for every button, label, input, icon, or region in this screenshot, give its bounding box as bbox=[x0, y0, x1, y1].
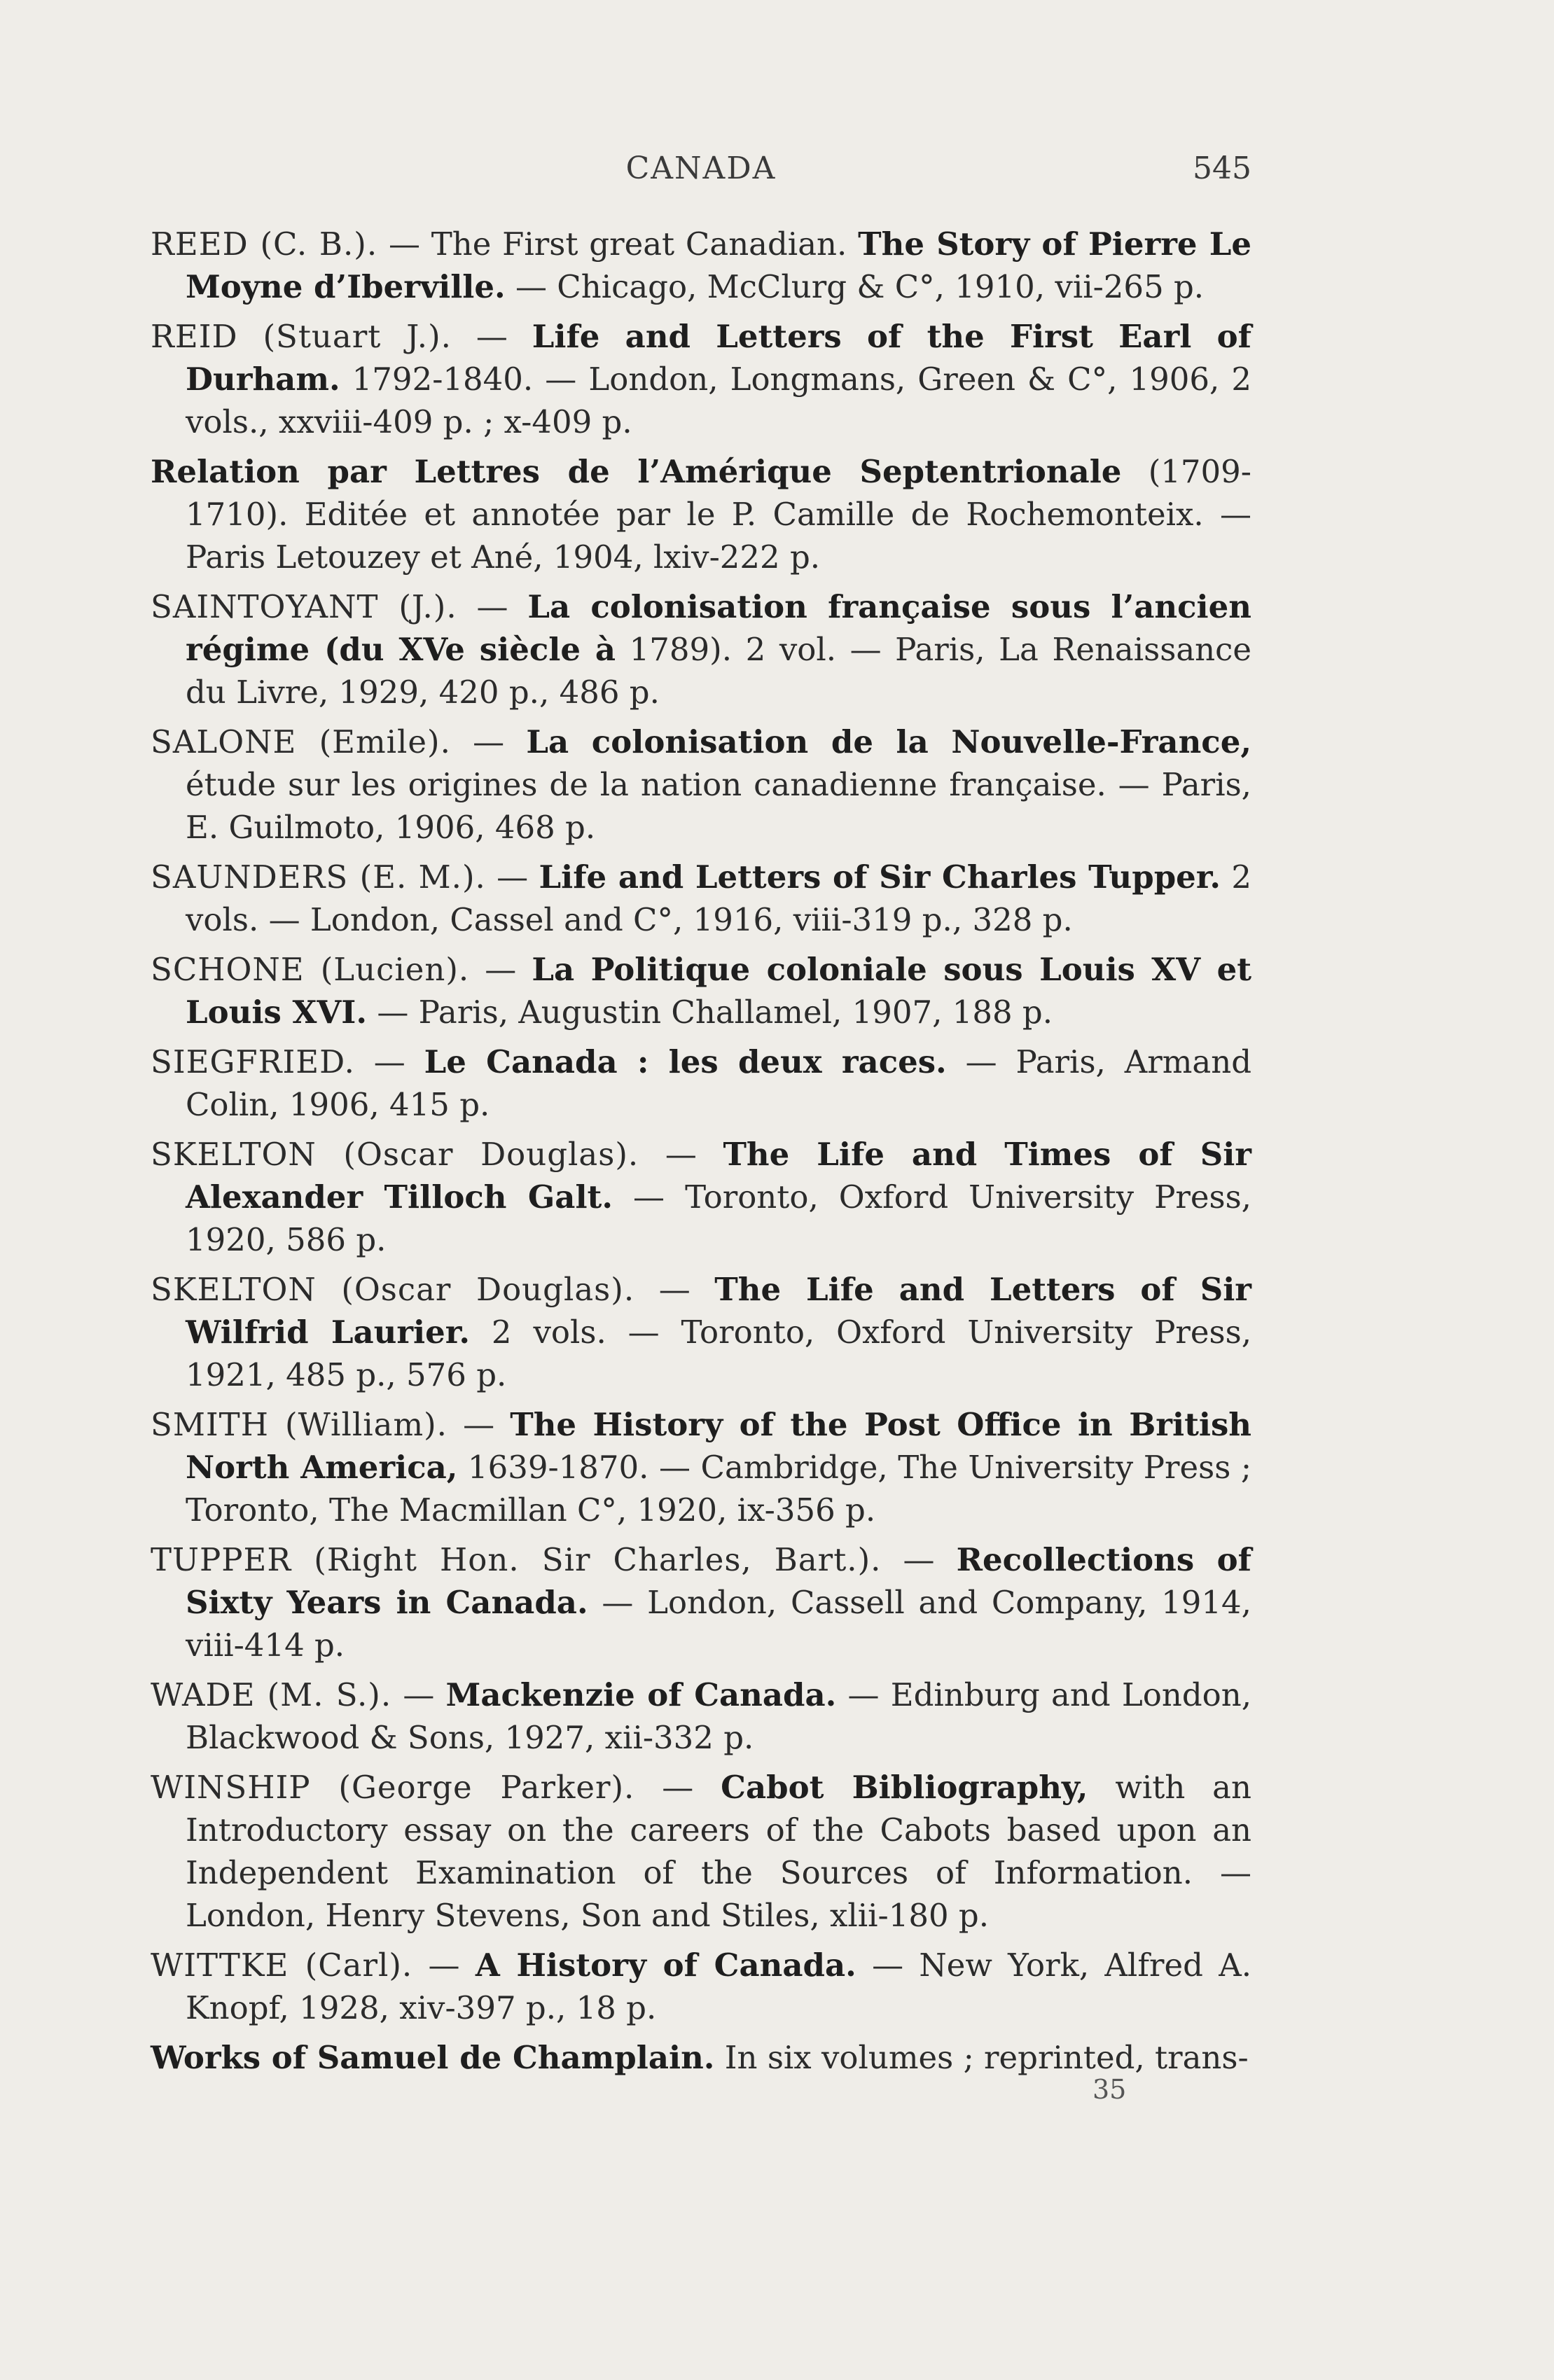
entry-publication: — Chicago, McClurg & C°, 1910, vii-265 p. bbox=[505, 268, 1205, 305]
entry-separator: — bbox=[881, 1541, 957, 1578]
bibliography-entry bbox=[151, 1944, 1251, 2029]
entry-author: WADE (M. S.). bbox=[151, 1676, 392, 1713]
bibliography-list bbox=[151, 223, 1251, 2086]
bibliography-entry bbox=[151, 721, 1251, 849]
entry-author: WINSHIP (George Parker). bbox=[151, 1769, 635, 1806]
entry-author: SKELTON (Oscar Douglas). bbox=[151, 1136, 639, 1173]
entry-title: Le Canada : les deux races. bbox=[424, 1043, 947, 1080]
entry-author: REED (C. B.). bbox=[151, 225, 378, 263]
bibliography-entry bbox=[151, 1673, 1251, 1759]
entry-author: SAINTOYANT (J.). bbox=[151, 588, 457, 625]
entry-publication: In six volumes ; reprinted, trans- bbox=[714, 2039, 1249, 2076]
entry-publication: — Toronto, Oxford University Press, 1920, 586 p. bbox=[186, 1178, 1251, 1258]
bibliography-entry bbox=[151, 315, 1251, 443]
entry-separator: — bbox=[448, 1406, 511, 1443]
entry-author: SALONE (Emile). bbox=[151, 723, 451, 760]
entry-publication: 1792-1840. — London, Longmans, Green & C°, 1906, 2 vols., xxviii-409 p. ; x-409 p. bbox=[186, 361, 1251, 440]
entry-separator: — bbox=[377, 225, 431, 263]
entry-title: The Story of Pierre Le Moyne d’Iberville. bbox=[186, 225, 1251, 305]
entry-title: The History of the Post Office in British North America, bbox=[186, 1406, 1251, 1486]
entry-publication: with an Introductory essay on the careers of the Cabots based upon an Independent Examination of the Sources of Information. — London, Henry Stevens, Son and Stiles, xlii-180 p. bbox=[186, 1769, 1251, 1934]
bibliography-entry bbox=[151, 856, 1251, 941]
bibliography-entry bbox=[151, 450, 1251, 578]
entry-separator: — bbox=[469, 951, 532, 988]
entry-author: SKELTON (Oscar Douglas). bbox=[151, 1271, 635, 1308]
entry-publication: — Paris, Augustin Challamel, 1907, 188 p. bbox=[367, 994, 1053, 1031]
entry-author: WITTKE (Carl). bbox=[151, 1947, 413, 1984]
entry-publication: — London, Cassell and Company, 1914, viii-414 p. bbox=[186, 1584, 1251, 1664]
entry-publication: — New York, Alfred A. Knopf, 1928, xiv-397 p., 18 p. bbox=[186, 1947, 1252, 2026]
entry-publication: 2 vols. — Toronto, Oxford University Press, 1921, 485 p., 576 p. bbox=[186, 1314, 1252, 1393]
bibliography-entry bbox=[151, 2036, 1251, 2079]
entry-title: A History of Canada. bbox=[475, 1947, 856, 1984]
entry-subtitle: The First great Canadian. bbox=[431, 225, 859, 263]
entry-publication: — Paris, Armand Colin, 1906, 415 p. bbox=[186, 1043, 1251, 1123]
bibliography-entry bbox=[151, 1538, 1251, 1666]
entry-author: TUPPER (Right Hon. Sir Charles, Bart.). bbox=[151, 1541, 882, 1578]
entry-publication: 1789). 2 vol. — Paris, La Renaissance du Livre, 1929, 420 p., 486 p. bbox=[186, 631, 1251, 711]
entry-separator: — bbox=[639, 1136, 723, 1173]
entry-separator: — bbox=[457, 588, 528, 625]
bibliography-entry bbox=[151, 1041, 1251, 1126]
running-head: CANADA bbox=[625, 151, 777, 186]
entry-author: REID (Stuart J.). bbox=[151, 318, 452, 355]
entry-title: Recollections of Sixty Years in Canada. bbox=[186, 1541, 1252, 1621]
signature-mark: 35 bbox=[1092, 2074, 1127, 2105]
entry-title: Works of Samuel de Champlain. bbox=[151, 2039, 715, 2076]
entry-publication: (1709-1710). Editée et annotée par le P. Camille de Rochemonteix. — Paris Letouzey et Ané, 1904, lxiv-222 p. bbox=[186, 453, 1252, 576]
bibliography-entry bbox=[151, 948, 1251, 1034]
entry-title: Cabot Bibliography, bbox=[721, 1769, 1088, 1806]
entry-title: La colonisation de la Nouvelle-France, bbox=[526, 723, 1251, 760]
bibliography-entry bbox=[151, 1133, 1251, 1261]
page-header bbox=[151, 151, 1251, 193]
entry-title: Life and Letters of Sir Charles Tupper. bbox=[539, 858, 1221, 896]
bibliography-entry bbox=[151, 1403, 1251, 1531]
entry-title: Relation par Lettres de l’Amérique Septentrionale bbox=[151, 453, 1122, 490]
entry-publication: étude sur les origines de la nation canadienne française. — Paris, E. Guilmoto, 1906, 468 p. bbox=[186, 766, 1251, 846]
entry-separator: — bbox=[485, 858, 539, 896]
entry-separator: — bbox=[634, 1769, 721, 1806]
entry-title: Life and Letters of the First Earl of Durham. bbox=[186, 318, 1251, 398]
entry-title: La colonisation française sous l’ancien régime (du XVe siècle à bbox=[186, 588, 1251, 668]
entry-separator: — bbox=[450, 723, 527, 760]
entry-author: SIEGFRIED. bbox=[151, 1043, 355, 1080]
entry-publication: 1639-1870. — Cambridge, The University Press ; Toronto, The Macmillan C°, 1920, ix-356 p. bbox=[186, 1449, 1251, 1529]
bibliography-entry bbox=[151, 1766, 1251, 1937]
bibliography-entry bbox=[151, 585, 1251, 714]
entry-author: SMITH (William). bbox=[151, 1406, 448, 1443]
entry-title: The Life and Letters of Sir Wilfrid Laurier. bbox=[186, 1271, 1252, 1351]
entry-publication: 2 vols. — London, Cassel and C°, 1916, viii-319 p., 328 p. bbox=[186, 858, 1251, 938]
entry-publication: — Edinburg and London, Blackwood & Sons, 1927, xii-332 p. bbox=[186, 1676, 1251, 1756]
entry-separator: — bbox=[354, 1043, 424, 1080]
entry-separator: — bbox=[634, 1271, 715, 1308]
entry-title: Mackenzie of Canada. bbox=[445, 1676, 837, 1713]
entry-title: La Politique coloniale sous Louis XV et Louis XVI. bbox=[186, 951, 1251, 1031]
entry-separator: — bbox=[391, 1676, 446, 1713]
entry-separator: — bbox=[451, 318, 532, 355]
entry-author: SAUNDERS (E. M.). bbox=[151, 858, 486, 896]
entry-title: The Life and Times of Sir Alexander Tilloch Galt. bbox=[186, 1136, 1251, 1216]
entry-separator: — bbox=[412, 1947, 476, 1984]
bibliography-entry bbox=[151, 1268, 1251, 1396]
bibliography-entry bbox=[151, 223, 1251, 308]
entry-author: SCHONE (Lucien). bbox=[151, 951, 470, 988]
page-number: 545 bbox=[1193, 151, 1251, 186]
